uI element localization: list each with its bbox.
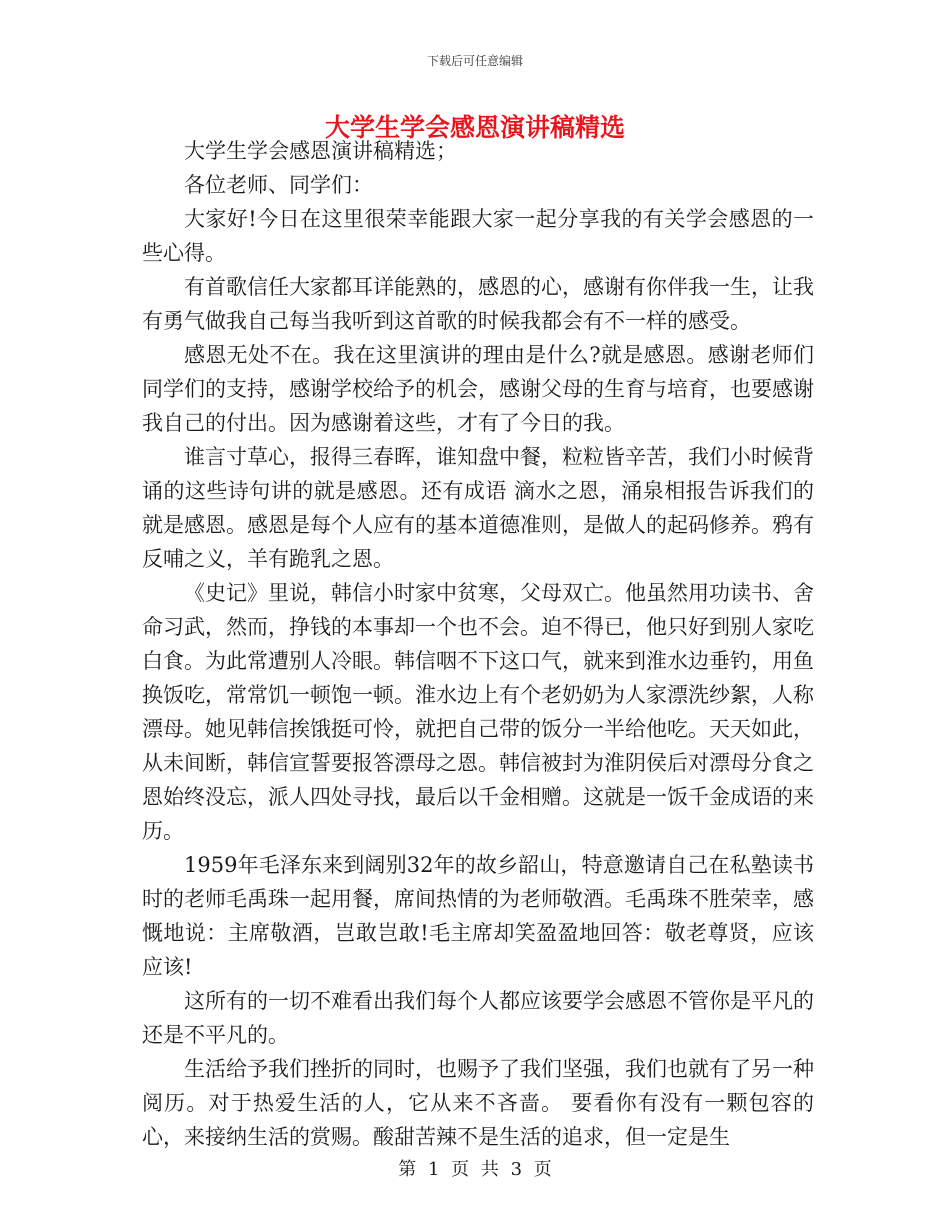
- paragraph: 大学生学会感恩演讲稿精选；: [184, 139, 457, 163]
- page-header: 下载后可任意编辑: [426, 54, 523, 68]
- paragraph: 生活给予我们挫折的同时，也赐予了我们坚强，我们也就有了另一种阅历。对于热爱生活的人，它从来不吝啬。 要看你有没有一颗包容的心，来接纳生活的赏赐。酸甜苦辣不是生活的追求，但一定是生: [142, 1057, 814, 1149]
- document-body: [142, 134, 814, 1154]
- paragraph: 感恩无处不在。我在这里演讲的理由是什么?就是感恩。感谢老师们同学们的支持，感谢学校给予的机会，感谢父母的生育与培育，也要感谢我自己的付出。因为感谢着这些，才有了今日的我。: [142, 343, 814, 435]
- paragraph: 《史记》里说，韩信小时家中贫寒，父母双亡。他虽然用功读书、舍命习武，然而，挣钱的本事却一个也不会。迫不得已，他只好到别人家吃白食。为此常遭别人冷眼。韩信咽不下这口气，就来到淮水边垂钓，用鱼换饭吃，常常饥一顿饱一顿。淮水边上有个老奶奶为人家漂洗纱絮，人称漂母。她见韩信挨饿挺可怜，就把自己带的饭分一半给他吃。天天如此，从未间断，韩信宣誓要报答漂母之恩。韩信被封为淮阴侯后对漂母分食之恩始终没忘，派人四处寻找，最后以千金相赠。这就是一饭千金成语的来历。: [142, 581, 814, 843]
- paragraph: 大家好!今日在这里很荣幸能跟大家一起分享我的有关学会感恩的一些心得。: [142, 207, 814, 265]
- paragraph: 各位老师、同学们：: [184, 173, 373, 197]
- paragraph: 这所有的一切不难看出我们每个人都应该要学会感恩不管你是平凡的还是不平凡的。: [142, 989, 814, 1047]
- paragraph: 谁言寸草心，报得三春晖，谁知盘中餐，粒粒皆辛苦，我们小时候背诵的这些诗句讲的就是感恩。还有成语 滴水之恩，涌泉相报告诉我们的就是感恩。感恩是每个人应有的基本道德准则，是做人的起码修养。鸦有反哺之义，羊有跪乳之恩。: [142, 445, 814, 571]
- document-title: 大学生学会感恩演讲稿精选: [324, 113, 625, 142]
- paragraph: 有首歌信任大家都耳详能熟的，感恩的心，感谢有你伴我一生，让我有勇气做我自己每当我听到这首歌的时候我都会有不一样的感受。: [142, 275, 814, 333]
- paragraph: 1959年毛泽东来到阔别32年的故乡韶山，特意邀请自己在私塾读书时的老师毛禹珠一起用餐，席间热情的为老师敬酒。毛禹珠不胜荣幸，感慨地说：主席敬酒，岂敢岂敢!毛主席却笑盈盈地回答：敬老尊贤，应该应该!: [142, 853, 814, 979]
- page-footer: 第 1 页 共 3 页: [398, 1159, 552, 1180]
